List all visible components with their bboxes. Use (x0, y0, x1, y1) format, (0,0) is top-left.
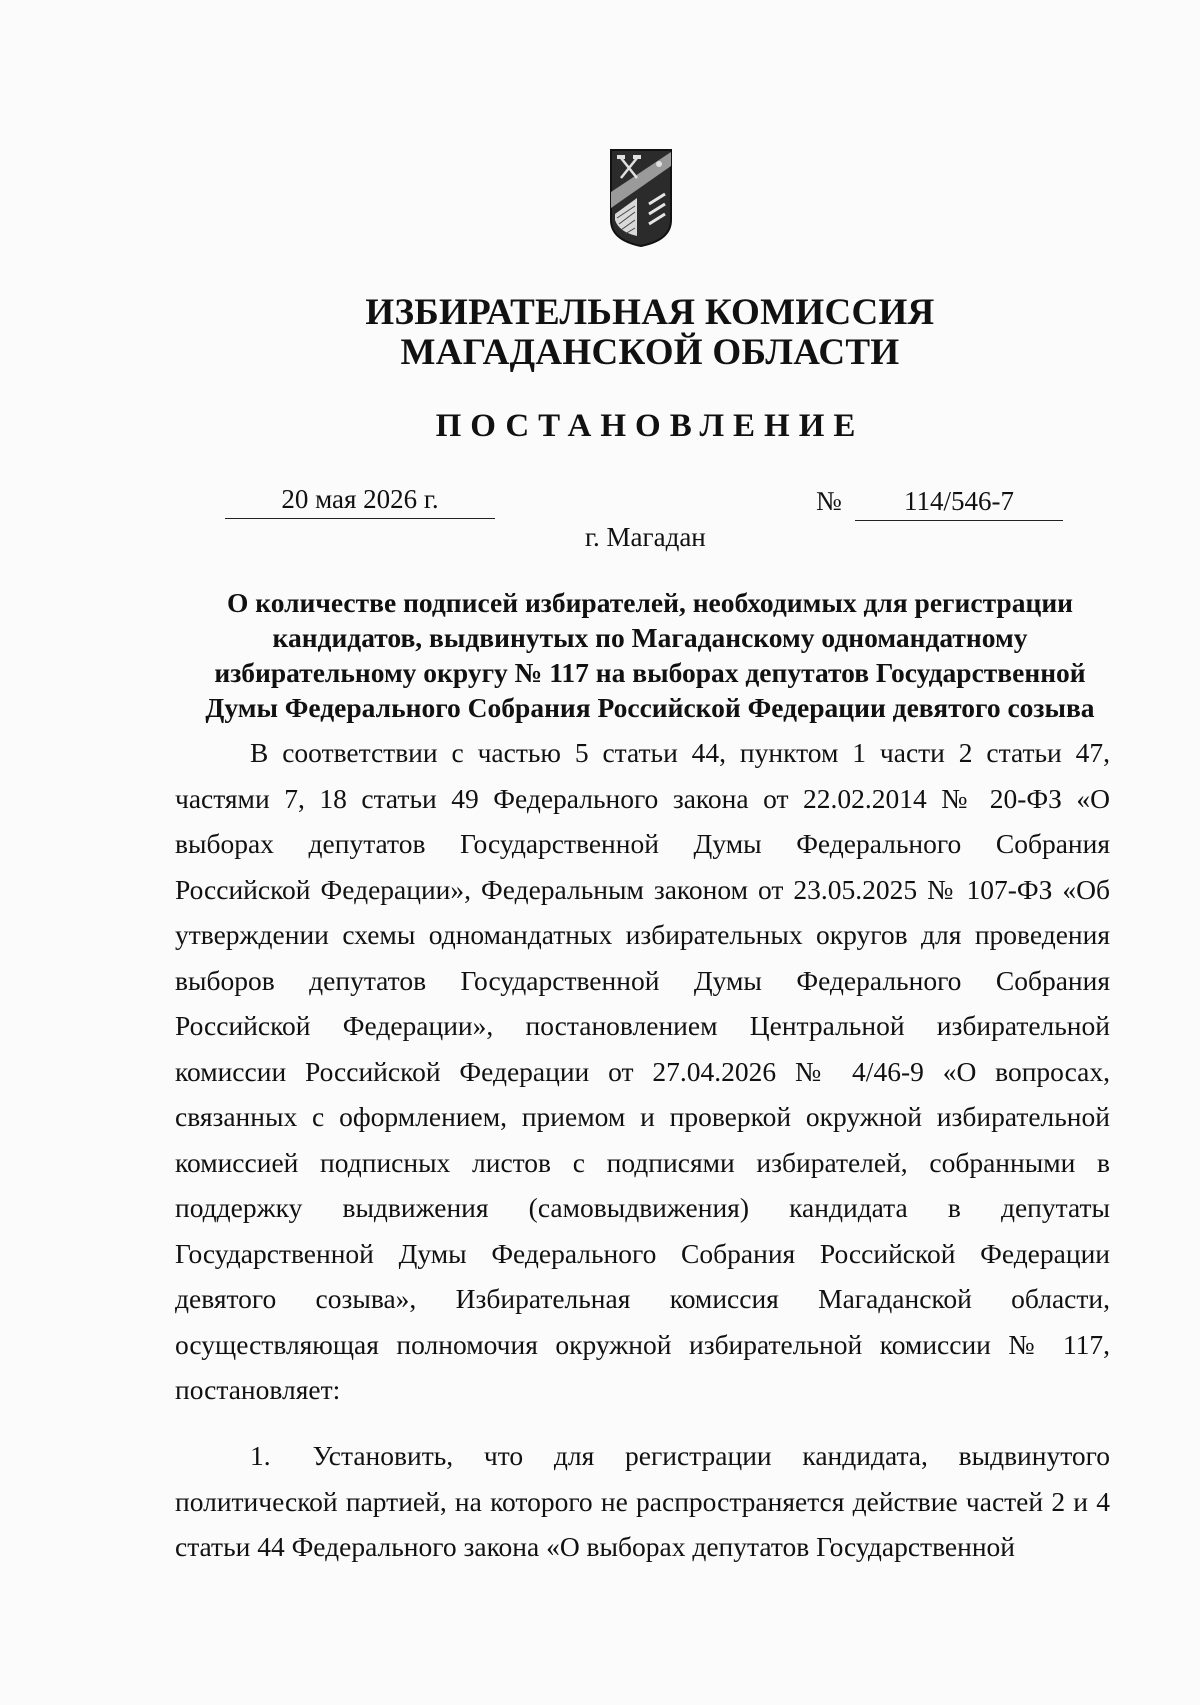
document-type: ПОСТАНОВЛЕНИЕ (435, 408, 865, 444)
city: г. Магадан (585, 522, 706, 552)
organization-name-line-2: МАГАДАНСКОЙ ОБЛАСТИ (400, 332, 900, 373)
document-date: 20 мая 2026 г. (225, 482, 495, 519)
item-1-paragraph (175, 1433, 1110, 1570)
item-1-number: 1. (250, 1440, 271, 1471)
coat-of-arms-icon (607, 148, 675, 248)
preamble-paragraph: В соответствии с частью 5 статьи 44, пунктом 1 части 2 статьи 47, частями 7, 18 статьи 49 Федерального закона от 22.02.2014 № 20-ФЗ «О выборах депутатов Государственной Думы Федерального Собрания Российской Федерации», Федеральным законом от 23.05.2025 № 107-ФЗ «Об утверждении схемы одномандатных избирательных округов для проведения выборов депутатов Государственной Думы Федерального Собрания Российской Федерации», постановлением Центральной избирательной комиссии Российской Федерации от 27.04.2026 № 4/46-9 «О вопросах, связанных с оформлением, приемом и проверкой окружной избирательной комиссией подписных листов с подписями избирателей, собранными в поддержку выдвижения (самовыдвижения) кандидата в депутаты Государственной Думы Федерального Собрания Российской Федерации девятого созыва», Избирательная комиссия Магаданской области, осуществляющая полномочия окружной избирательной комиссии № 117, постановляет: (175, 737, 1110, 1405)
item-1-text: Установить, что для регистрации кандидата, выдвинутого политической партией, на которого не распространяется действие частей 2 и 4 статьи 44 Федерального закона «О выборах депутатов Государственной (175, 1440, 1110, 1562)
document-title: О количестве подписей избирателей, необходимых для регистрации кандидатов, выдвинутых по Магаданскому одномандатному избирательному округу № 117 на выборах депутатов Государственной Думы Федерального Собрания Российской Федерации девятого созыва (205, 587, 1095, 723)
number-sign: № (816, 486, 842, 516)
organization-name-line-1: ИЗБИРАТЕЛЬНАЯ КОМИССИЯ (365, 292, 935, 333)
document-number: 114/546-7 (855, 484, 1063, 521)
